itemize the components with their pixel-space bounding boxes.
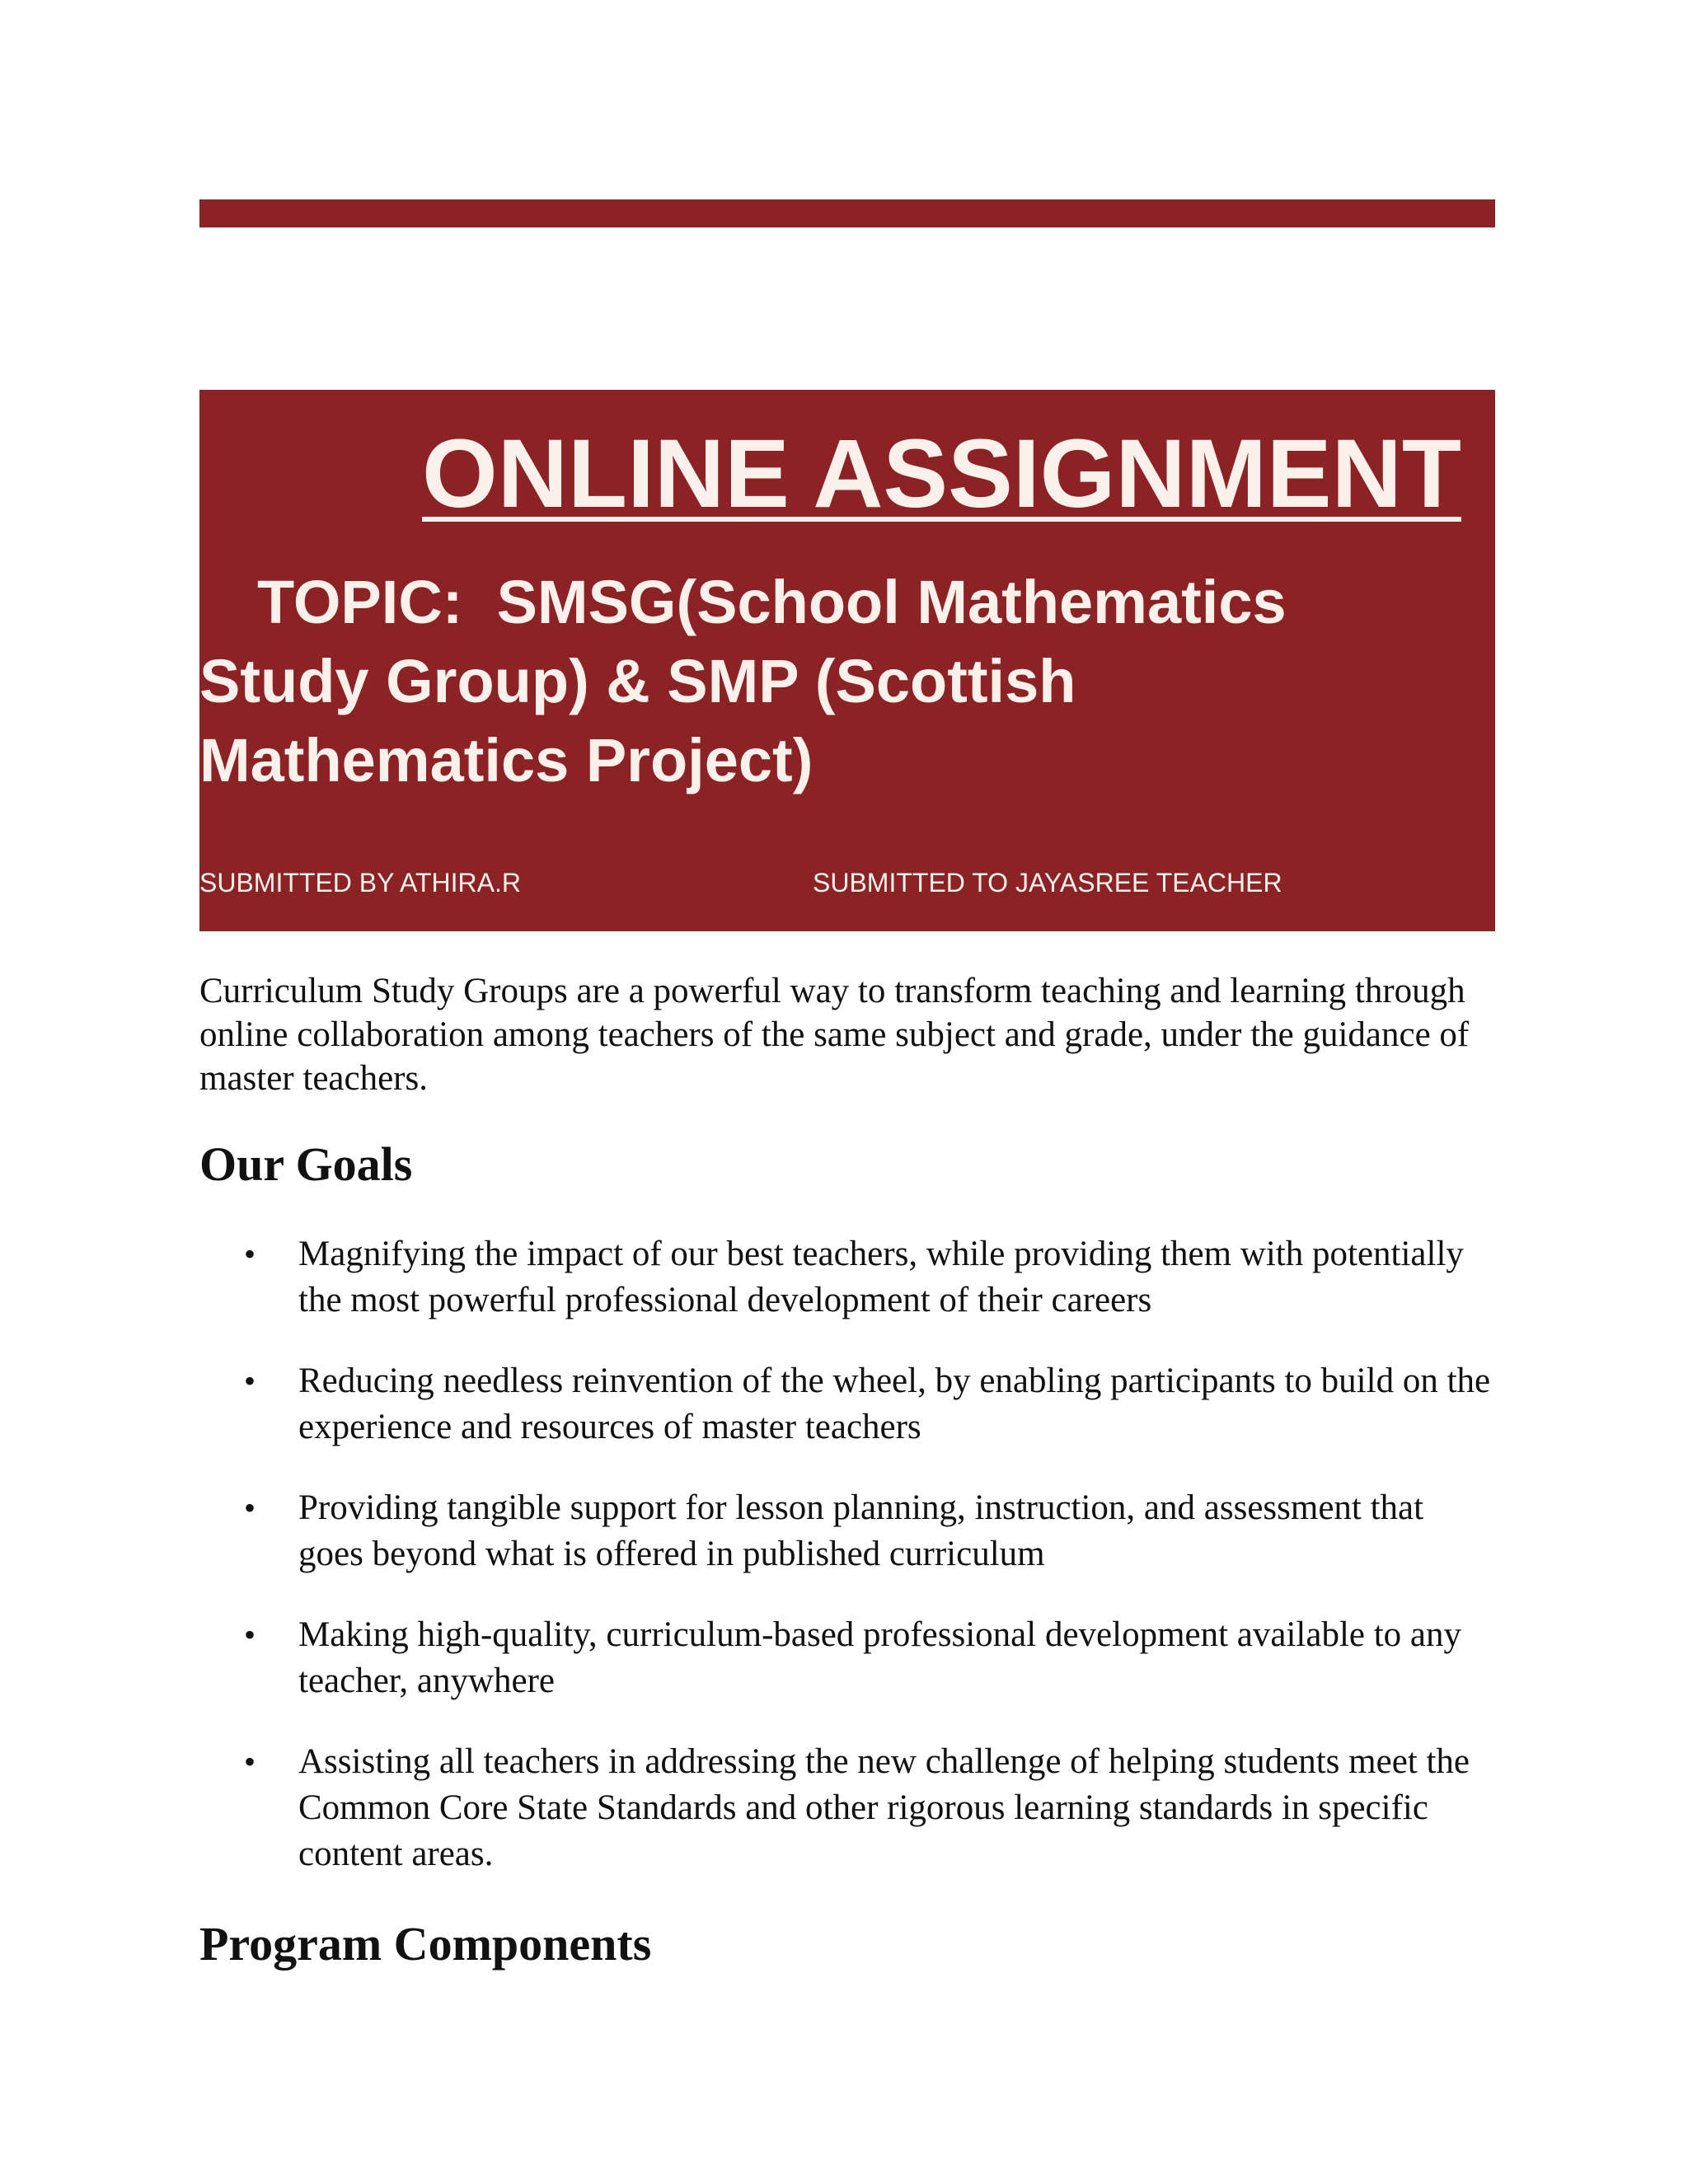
topic-text-line3: Mathematics Project): [199, 726, 814, 794]
topic-separator: :: [442, 568, 463, 636]
submitted-by: SUBMITTED BY ATHIRA.R: [199, 868, 521, 898]
goal-text: Magnifying the impact of our best teachers, while providing them with potentially the most powerful professional development of their careers: [298, 1235, 1464, 1319]
topic-heading: [199, 563, 1495, 800]
goals-list: [199, 1231, 1495, 1912]
topic-label: TOPIC: [257, 568, 443, 636]
list-item: [199, 1358, 1495, 1451]
topic-text-line2: Study Group) & SMP (Scottish: [199, 647, 1076, 715]
topic-text-line1: SMSG(School Mathematics: [496, 568, 1287, 636]
goals-heading: Our Goals: [199, 1137, 413, 1191]
main-title: ONLINE ASSIGNMENT: [422, 419, 1461, 528]
bullet-icon: •: [244, 1235, 256, 1272]
intro-paragraph: Curriculum Study Groups are a powerful way to transform teaching and learning through online collaboration among teachers of the same subject and grade, under the guidance of master teachers.: [199, 972, 1470, 1098]
top-accent-bar: [199, 199, 1495, 227]
goal-text: Reducing needless reinvention of the wheel, by enabling participants to build on the experience and resources of master teachers: [298, 1361, 1491, 1446]
title-banner: [199, 390, 1495, 931]
bullet-icon: •: [244, 1616, 256, 1653]
submitted-to: SUBMITTED TO JAYASREE TEACHER: [813, 868, 1282, 898]
list-item: [199, 1485, 1495, 1577]
bullet-icon: •: [244, 1743, 256, 1780]
topic-label-line: [199, 563, 1287, 642]
goal-text: Making high-quality, curriculum-based professional development available to any teacher, anywhere: [298, 1615, 1462, 1700]
list-item: [199, 1612, 1495, 1704]
bullet-icon: •: [244, 1489, 256, 1526]
list-item: [199, 1739, 1495, 1877]
list-item: [199, 1231, 1495, 1324]
goal-text: Assisting all teachers in addressing the new challenge of helping students meet the Common Core State Standards and other rigorous learning standards in specific content areas.: [298, 1742, 1470, 1873]
goal-text: Providing tangible support for lesson planning, instruction, and assessment that goes beyond what is offered in published curriculum: [298, 1488, 1424, 1573]
bullet-icon: •: [244, 1362, 256, 1399]
program-components-heading: Program Components: [199, 1917, 652, 1971]
